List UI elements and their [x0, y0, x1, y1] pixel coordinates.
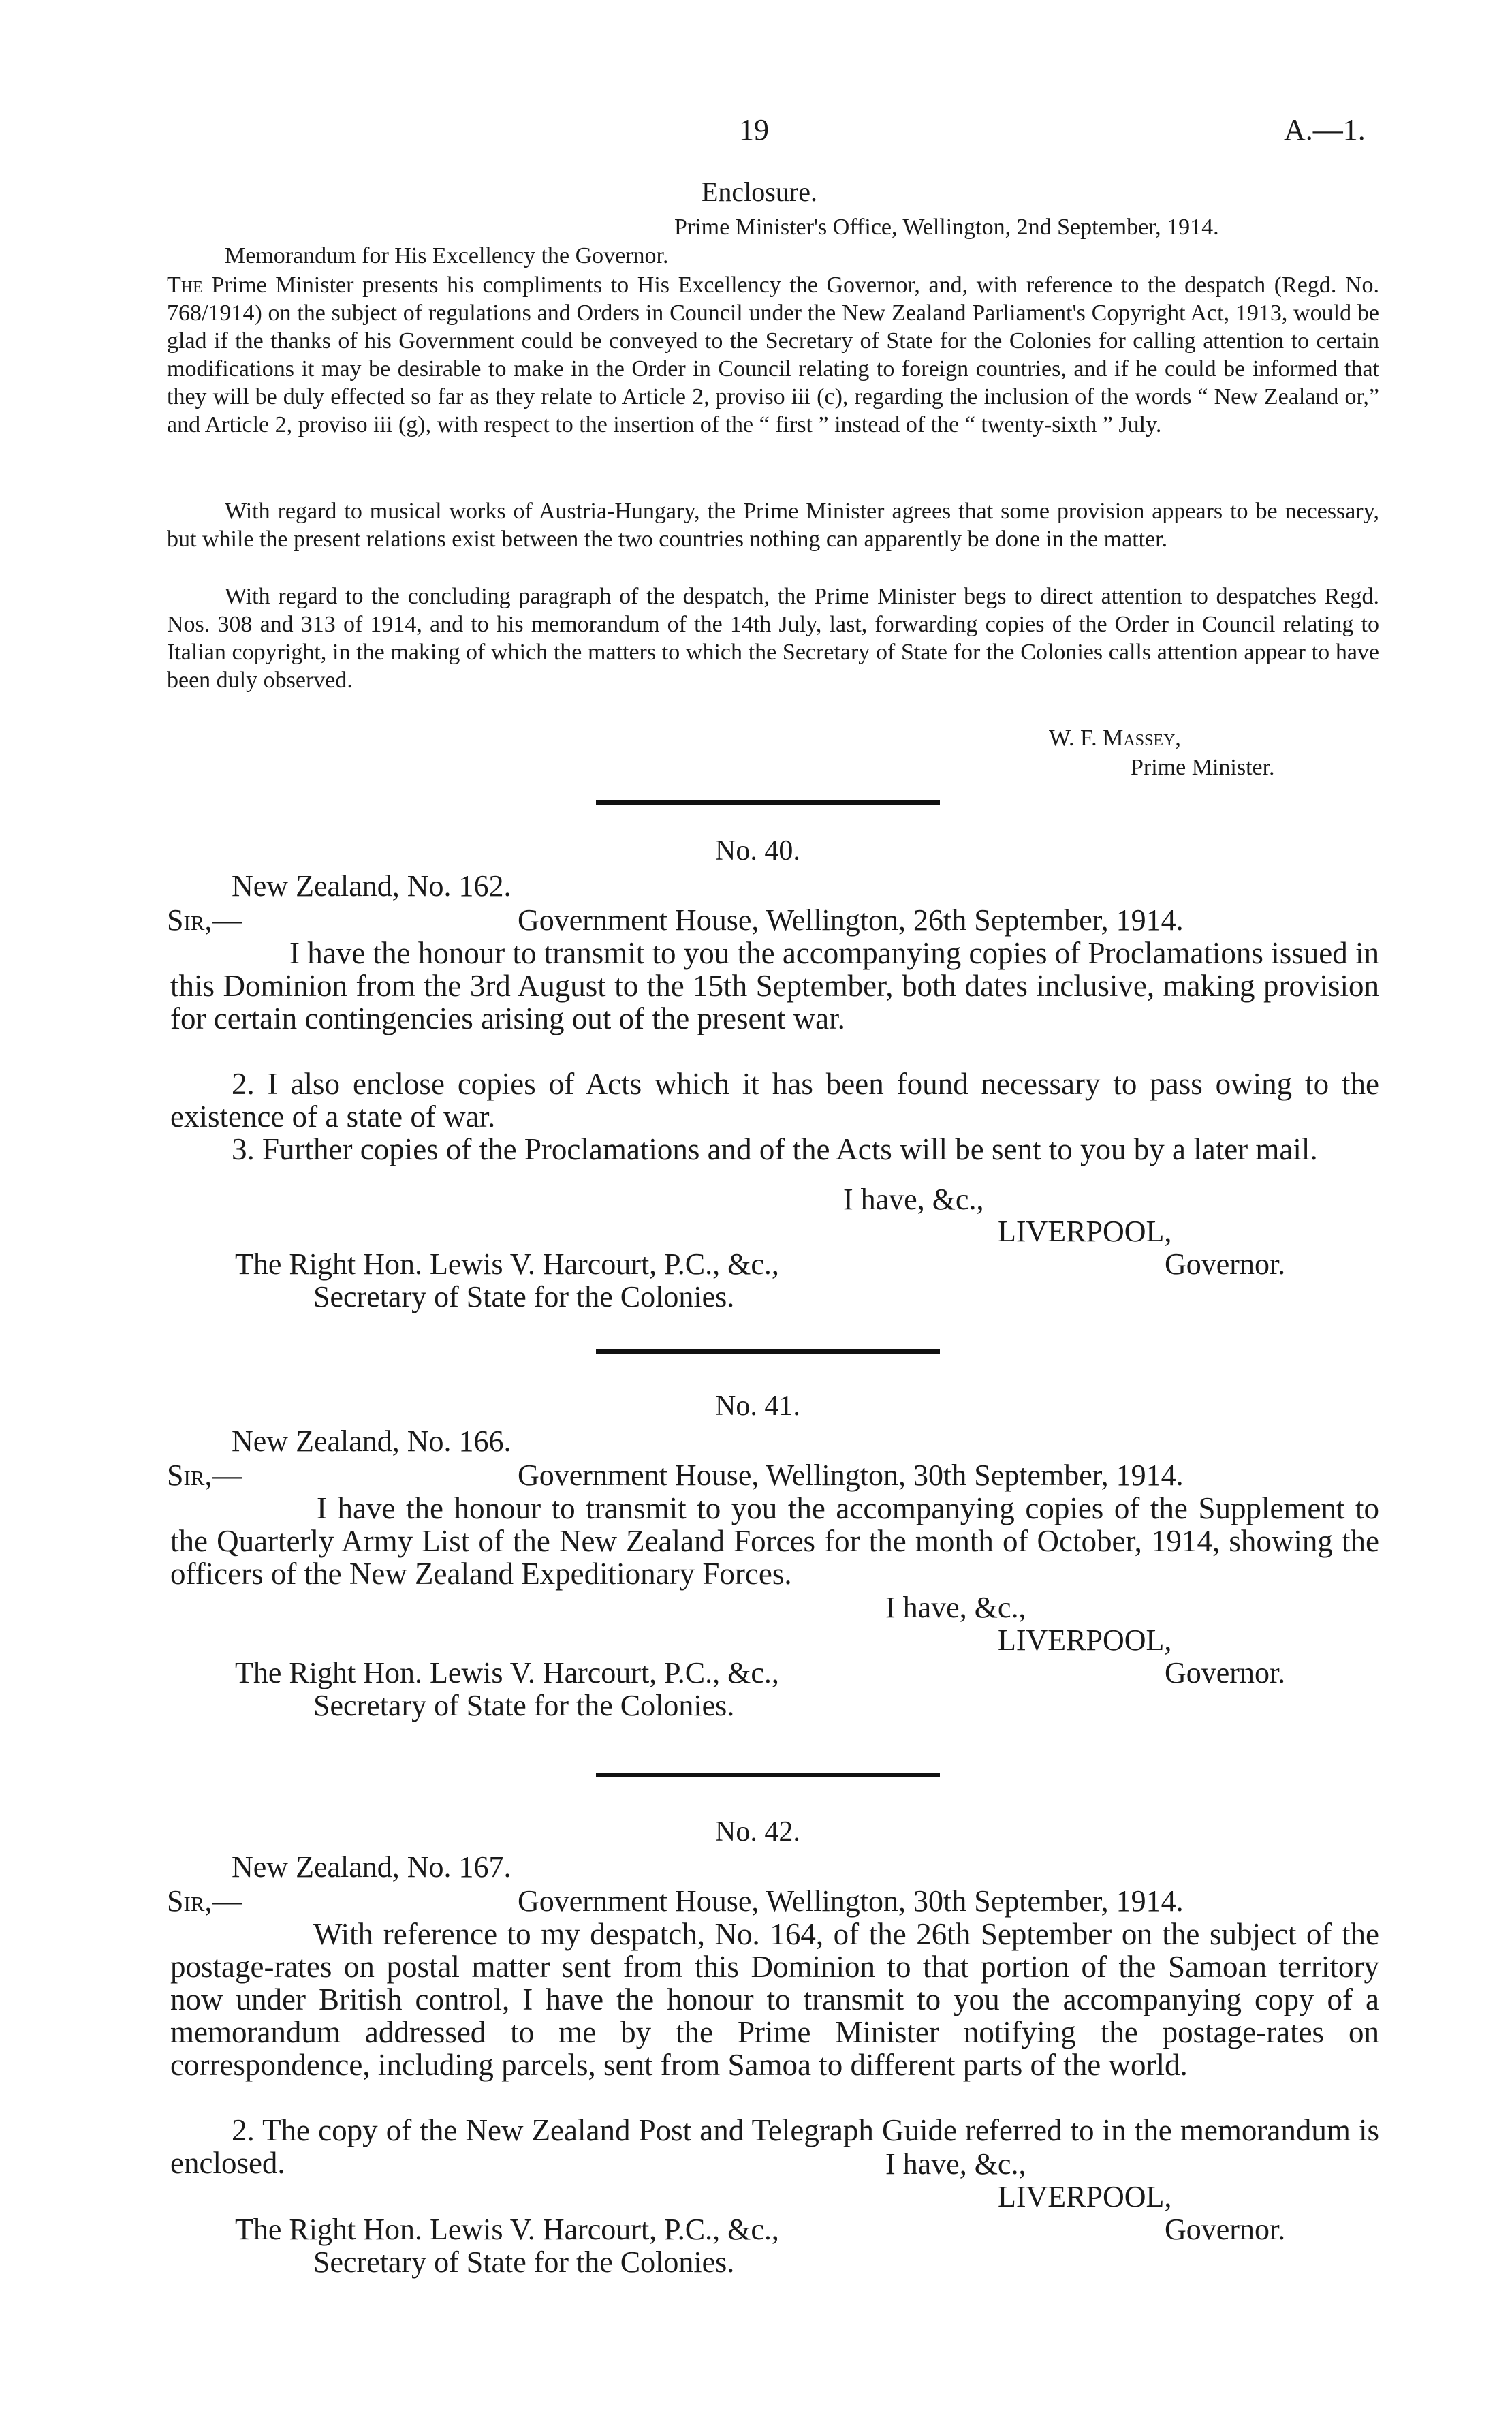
letter-42-addressee: The Right Hon. Lewis V. Harcourt, P.C., &c., — [235, 2213, 779, 2246]
letter-40-paragraph-3: 3. Further copies of the Proclamations and of the Acts will be sent to you by a later mail. — [232, 1132, 1318, 1166]
letter-41-signer: LIVERPOOL, — [998, 1623, 1172, 1657]
letter-42-signer-title: Governor. — [1165, 2213, 1286, 2246]
letter-40-place-date: Government House, Wellington, 26th September, 1914. — [518, 903, 1184, 937]
document-reference: A.—1. — [1284, 113, 1366, 146]
letter-41-place-date: Government House, Wellington, 30th September, 1914. — [518, 1459, 1184, 1492]
letter-40-paragraph-2: 2. I also enclose copies of Acts which it has been found necessary to pass owing to the existence of a state of war. — [170, 1067, 1379, 1134]
letter-42-salutation: Sir,— — [167, 1884, 242, 1918]
letter-41-addressee-title: Secretary of State for the Colonies. — [313, 1689, 735, 1722]
letter-40-addressee-title: Secretary of State for the Colonies. — [313, 1280, 735, 1313]
letter-42-addressee-title: Secretary of State for the Colonies. — [313, 2245, 735, 2279]
section-divider — [596, 1349, 940, 1354]
letter-40-number: No. 40. — [715, 835, 800, 867]
page-number: 19 — [739, 113, 769, 146]
section-divider — [596, 800, 940, 805]
letter-41-signer-title: Governor. — [1165, 1656, 1286, 1689]
enclosure-paragraph-2: With regard to musical works of Austria-Hungary, the Prime Minister agrees that some provision appears to be necessary, but while the present relations exist between the two countries nothing can apparently be done in the matter. — [167, 499, 1379, 552]
letter-40-closing: I have, &c., — [843, 1183, 984, 1216]
letter-42-signer: LIVERPOOL, — [998, 2180, 1172, 2213]
letter-41-paragraph-1: I have the honour to transmit to you the accompanying copies of the Supplement to the Quarterly Army List of the New Zealand Forces for the month of October, 1914, showing the officers of the New Zealand Expeditionary Forces. — [170, 1491, 1379, 1591]
letter-42-reference: New Zealand, No. 167. — [232, 1850, 511, 1884]
letter-42-number: No. 42. — [715, 1816, 800, 1848]
enclosure-heading: Enclosure. — [702, 176, 817, 207]
letter-41-reference: New Zealand, No. 166. — [232, 1424, 511, 1458]
letter-42-paragraph-1: With reference to my despatch, No. 164, of the 26th September on the subject of the postage-rates on postal matter sent from this Dominion to that portion of the Samoan territory now under British control, I have the honour to transmit to you the accompanying copy of a memorandum addressed to me by the Prime Minister notifying the postage-rates on correspondence, including parcels, sent from Samoa to different parts of the world. — [170, 1917, 1379, 2082]
letter-40-paragraph-1: I have the honour to transmit to you the accompanying copies of Proclamations issued in this Dominion from the 3rd August to the 15th September, both dates inclusive, making provision for certain contingencies arising out of the present war. — [170, 936, 1379, 1035]
enclosure-paragraph-3: With regard to the concluding paragraph of the despatch, the Prime Minister begs to direct attention to despatches Regd. Nos. 308 and 313 of 1914, and to his memorandum of the 14th July, last, forwarding copies of the Order in Council relating to Italian copyright, in the making of which the matters to which the Secretary of State for the Colonies calls attention appear to have been duly observed. — [167, 584, 1379, 693]
letter-41-closing: I have, &c., — [885, 1591, 1026, 1624]
section-divider — [596, 1773, 940, 1777]
letter-40-reference: New Zealand, No. 162. — [232, 869, 511, 903]
enclosure-paragraph-1-lead: The — [167, 272, 203, 298]
letter-40-signer: LIVERPOOL, — [998, 1215, 1172, 1248]
enclosure-signature-name: W. F. Massey, — [1049, 726, 1181, 751]
letter-40-signer-title: Governor. — [1165, 1247, 1286, 1281]
enclosure-office-line: Prime Minister's Office, Wellington, 2nd September, 1914. — [674, 215, 1219, 240]
letter-41-addressee: The Right Hon. Lewis V. Harcourt, P.C., &c., — [235, 1656, 779, 1689]
letter-42-closing: I have, &c., — [885, 2147, 1026, 2181]
enclosure-paragraph-1: The Prime Minister presents his compliments to His Excellency the Governor, and, with reference to the despatch (Regd. No. 768/1914) on the subject of regulations and Orders in Council under the New Zealand Parliament's Copyright Act, 1913, would be glad if the thanks of his Government could be conveyed to the Secretary of State for the Colonies for calling attention to certain modifications it may be desirable to make in the Order in Council relating to foreign countries, and if he could be informed that they will be duly effected so far as they relate to Article 2, proviso iii (c), regarding the inclusion of the words “ New Zealand or,” and Article 2, proviso iii (g), with respect to the insertion of the “ first ” instead of the “ twenty-sixth ” July. — [167, 272, 1380, 437]
letter-40-addressee: The Right Hon. Lewis V. Harcourt, P.C., &c., — [235, 1247, 779, 1281]
letter-42-place-date: Government House, Wellington, 30th September, 1914. — [518, 1884, 1184, 1918]
letter-41-number: No. 41. — [715, 1390, 800, 1422]
enclosure-memo-to: Memorandum for His Excellency the Governor. — [225, 243, 669, 268]
letter-40-salutation: Sir,— — [167, 903, 242, 937]
letter-42-paragraph-2: 2. The copy of the New Zealand Post and Telegraph Guide referred to in the memorandum is enclosed. — [170, 2113, 1379, 2180]
letter-41-salutation: Sir,— — [167, 1459, 242, 1492]
enclosure-signature-title: Prime Minister. — [1131, 755, 1275, 780]
